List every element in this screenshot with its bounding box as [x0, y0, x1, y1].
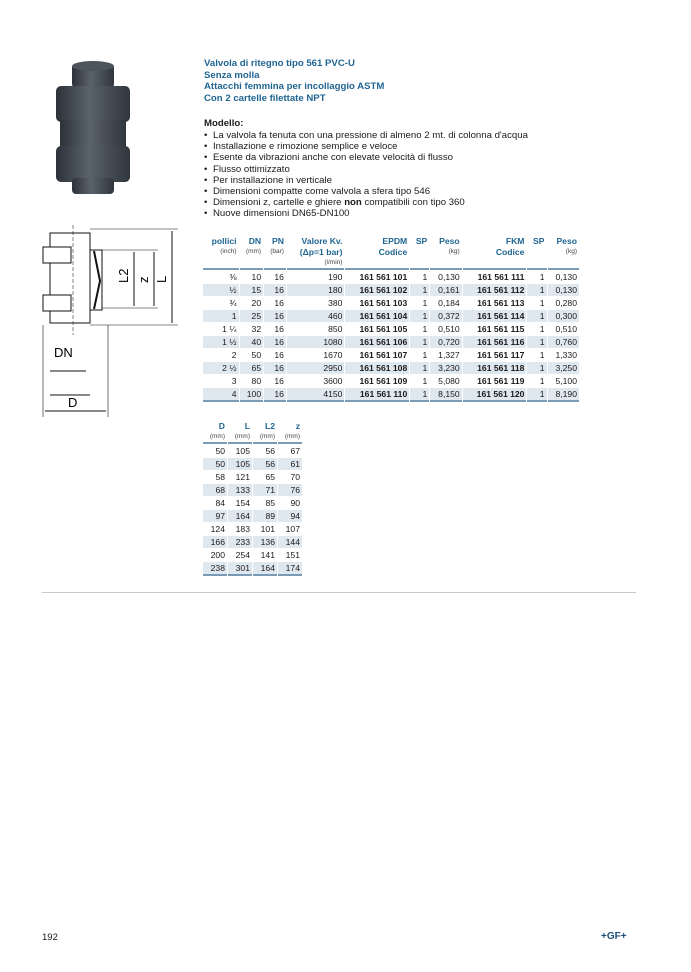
table-cell: 71 — [253, 484, 277, 496]
table-cell: 8,150 — [430, 388, 461, 402]
table-cell: 1 — [410, 362, 429, 374]
feature-text: Flusso ottimizzato — [213, 163, 290, 175]
table-cell: 16 — [264, 336, 286, 348]
table-cell: 1 ½ — [203, 336, 239, 348]
table-row — [203, 536, 302, 548]
column-header — [203, 421, 227, 444]
table-cell: 161 561 113 — [477, 298, 525, 308]
table-cell: 1,327 — [438, 350, 460, 360]
table-cell: 141 — [260, 550, 275, 560]
table-cell: 161 561 120 — [463, 388, 527, 402]
table-row — [203, 310, 579, 322]
feature-text: Dimensioni compatte come valvola a sfera tipo 546 — [213, 186, 431, 198]
column-header — [430, 236, 461, 270]
table-cell: 3600 — [323, 376, 343, 386]
table-cell: 238 — [203, 562, 227, 576]
dimension-l2-label: L2 — [116, 268, 131, 283]
table-cell: 80 — [251, 376, 262, 386]
product-table — [202, 235, 580, 403]
table-cell: 1 — [410, 310, 429, 322]
table-cell: 105 — [235, 446, 250, 456]
table-cell: 16 — [264, 310, 286, 322]
feature-item — [204, 164, 528, 175]
header-unit: (mm) — [209, 433, 225, 440]
feature-text: Esente da vibrazioni anche con elevate velocità di flusso — [213, 152, 453, 164]
table-cell: 1 — [203, 310, 239, 322]
table-cell: 68 — [203, 484, 227, 496]
table-cell: ½ — [203, 284, 239, 296]
header-row — [203, 421, 302, 444]
feature-text: Dimensioni z, cartelle e ghiere — [213, 197, 345, 209]
header-label: EPDM — [382, 236, 408, 246]
table-cell: 161 561 115 — [477, 324, 525, 334]
table-cell: 1080 — [287, 336, 345, 348]
table-cell: 65 — [265, 472, 275, 482]
table-cell: 16 — [264, 284, 286, 296]
table-cell: 61 — [278, 458, 302, 470]
table-cell: 2 ½ — [203, 362, 239, 374]
table-cell: 0,720 — [430, 336, 461, 348]
table-row — [203, 336, 579, 348]
table-row — [203, 471, 302, 483]
feature-item — [204, 141, 528, 152]
table-cell: 121 — [235, 472, 250, 482]
table-cell: 50 — [203, 458, 227, 470]
header-unit: (mm) — [234, 433, 250, 440]
table-cell: 1 — [527, 336, 546, 348]
table-cell: 1670 — [323, 350, 343, 360]
table-row — [203, 284, 579, 296]
table-cell: 1 — [410, 388, 429, 402]
table-cell: 161 561 116 — [463, 336, 527, 348]
table-cell: 161 561 105 — [359, 324, 408, 334]
table-cell: 0,130 — [438, 272, 460, 282]
valve-product-photo — [44, 58, 140, 198]
table-cell: 1 — [527, 284, 546, 296]
table-cell: 16 — [274, 350, 284, 360]
table-cell: 0,760 — [548, 336, 579, 348]
column-header — [203, 236, 239, 270]
table-cell: 8,190 — [548, 388, 579, 402]
table-cell: 97 — [203, 510, 227, 522]
modello-heading: Modello: — [204, 118, 244, 129]
table-cell: 174 — [278, 562, 302, 576]
header-unit: (l/min) — [324, 259, 343, 266]
table-cell: 70 — [290, 472, 300, 482]
table-cell: 161 561 118 — [463, 362, 527, 374]
table-row — [203, 375, 579, 387]
table-cell: 5,100 — [555, 376, 577, 386]
valve-dimension-drawing — [38, 225, 178, 425]
table-cell: 50 — [251, 350, 262, 360]
table-cell: 200 — [210, 550, 225, 560]
table-cell: 301 — [228, 562, 252, 576]
header-label: Codice — [378, 247, 408, 257]
table-row — [203, 523, 302, 535]
table-cell: 1 — [527, 362, 546, 374]
table-cell: 124 — [210, 524, 225, 534]
table-cell: 101 — [260, 524, 275, 534]
table-cell: 107 — [285, 524, 300, 534]
table-cell: 166 — [203, 536, 227, 548]
header-label: DN — [248, 236, 262, 246]
table-cell: 0,161 — [430, 284, 461, 296]
table-row — [203, 458, 302, 470]
header-label: Valore Kv. — [301, 236, 343, 246]
table-row — [203, 562, 302, 576]
table-cell: 1 — [410, 284, 429, 296]
header-label: L2 — [264, 421, 275, 431]
table-cell: 105 — [228, 458, 252, 470]
header-label: pollici — [211, 236, 237, 246]
table-cell: 161 561 106 — [345, 336, 409, 348]
table-cell: 144 — [278, 536, 302, 548]
title-line: Attacchi femmina per incollaggio ASTM — [204, 81, 385, 92]
table-cell: 40 — [240, 336, 264, 348]
table-cell: ⅜ — [229, 272, 237, 282]
table-cell: 3 — [231, 376, 237, 386]
table-cell: 164 — [253, 562, 277, 576]
table-row — [203, 497, 302, 509]
table-cell: 76 — [278, 484, 302, 496]
table-cell: 180 — [287, 284, 345, 296]
table-cell: 0,510 — [555, 324, 577, 334]
table-cell: 5,080 — [438, 376, 460, 386]
header-unit: (mm) — [245, 248, 262, 255]
table-cell: 1 ¼ — [222, 324, 237, 334]
table-cell: 84 — [215, 498, 225, 508]
table-cell: 1 — [539, 324, 545, 334]
table-cell: 1 — [422, 324, 428, 334]
table-cell: 16 — [264, 388, 286, 402]
table-cell: 1 — [422, 298, 428, 308]
table-cell: 0,130 — [555, 272, 577, 282]
header-label: SP — [533, 236, 545, 246]
table-cell: 161 561 119 — [477, 376, 525, 386]
title-line: Senza molla — [204, 69, 260, 81]
header-label: z — [295, 421, 300, 431]
table-cell: 133 — [228, 484, 252, 496]
table-cell: 85 — [265, 498, 275, 508]
column-header — [228, 421, 252, 444]
feature-emphasis: non — [344, 197, 362, 209]
table-cell: 1 — [539, 376, 545, 386]
feature-item — [204, 208, 528, 219]
table-cell: 10 — [251, 272, 262, 282]
table-cell: 16 — [274, 324, 284, 334]
column-header — [527, 236, 546, 270]
column-header — [345, 236, 409, 270]
table-cell: 67 — [290, 446, 300, 456]
table-cell: 15 — [240, 284, 264, 296]
table-cell: 190 — [328, 272, 343, 282]
feature-text: La valvola fa tenuta con una pressione di almeno 2 mt. di colonna d'acqua — [213, 130, 528, 141]
table-cell: 136 — [253, 536, 277, 548]
header-label: Codice — [495, 247, 525, 257]
feature-text: Nuove dimensioni DN65-DN100 — [213, 208, 350, 220]
header-unit: (kg) — [448, 248, 460, 255]
table-cell: 2 — [231, 350, 237, 360]
table-cell: 16 — [274, 298, 284, 308]
feature-text: compatibili con tipo 360 — [361, 197, 465, 209]
header-label: D — [218, 421, 225, 431]
table-cell: 161 561 117 — [477, 350, 525, 360]
table-cell: 1 — [527, 310, 546, 322]
column-header — [463, 236, 527, 270]
table-cell: 161 561 101 — [359, 272, 408, 282]
table-cell: 183 — [235, 524, 250, 534]
table-cell: 16 — [274, 376, 284, 386]
table-cell: 1 — [422, 272, 428, 282]
table-cell: 0,280 — [555, 298, 577, 308]
feature-text: Installazione e rimozione semplice e veloce — [213, 141, 398, 153]
table-cell: 161 561 107 — [359, 350, 408, 360]
column-header — [240, 236, 264, 270]
divider — [42, 592, 636, 593]
header-label: FKM — [505, 236, 525, 246]
dimension-dn-label: DN — [54, 345, 73, 360]
header-label: (Δp=1 bar) — [299, 247, 343, 257]
table-cell: 4150 — [287, 388, 345, 402]
table-cell: 1 — [410, 336, 429, 348]
product-title — [204, 58, 384, 104]
header-label: Peso — [556, 236, 577, 246]
feature-item — [204, 197, 528, 208]
title-line: Valvola di ritegno tipo 561 PVC-U — [204, 58, 355, 69]
table-cell: 56 — [265, 446, 275, 456]
column-header — [548, 236, 579, 270]
table-cell: 90 — [290, 498, 300, 508]
table-cell: 161 561 114 — [463, 310, 527, 322]
table-cell: 32 — [251, 324, 262, 334]
table-cell: 20 — [251, 298, 262, 308]
header-row — [203, 236, 579, 270]
table-cell: 1 — [422, 376, 428, 386]
header-unit: (inch) — [220, 248, 237, 255]
table-cell: 4 — [203, 388, 239, 402]
table-row — [203, 484, 302, 496]
page-number: 192 — [42, 932, 58, 943]
column-header — [278, 421, 302, 444]
table-cell: 161 561 111 — [477, 272, 525, 282]
table-cell: 1,330 — [555, 350, 577, 360]
column-header — [253, 421, 277, 444]
column-header — [264, 236, 286, 270]
feature-item — [204, 175, 528, 186]
table-row — [203, 510, 302, 522]
table-cell: 0,184 — [438, 298, 460, 308]
table-cell: 56 — [253, 458, 277, 470]
table-cell: 50 — [215, 446, 225, 456]
table-cell: 0,510 — [438, 324, 460, 334]
table-cell: 25 — [240, 310, 264, 322]
table-cell: 161 561 102 — [345, 284, 409, 296]
table-row — [203, 362, 579, 374]
table-cell: 0,300 — [548, 310, 579, 322]
table-cell: 89 — [253, 510, 277, 522]
header-unit: (kg) — [565, 248, 577, 255]
table-cell: 161 561 109 — [359, 376, 408, 386]
header-unit: (mm) — [284, 433, 300, 440]
dimension-d-label: D — [68, 395, 78, 410]
column-header — [410, 236, 429, 270]
dimensions-table — [202, 420, 303, 577]
table-cell: 161 561 104 — [345, 310, 409, 322]
header-unit: (mm) — [259, 433, 275, 440]
title-line: Con 2 cartelle filettate NPT — [204, 92, 326, 104]
table-cell: 380 — [328, 298, 343, 308]
table-row — [203, 271, 579, 283]
table-cell: 161 561 108 — [345, 362, 409, 374]
table-row — [203, 323, 579, 335]
table-cell: 161 561 110 — [345, 388, 409, 402]
feature-item — [204, 130, 528, 141]
table-cell: 0,372 — [430, 310, 461, 322]
table-cell: 16 — [274, 272, 284, 282]
column-header — [287, 236, 345, 270]
table-row — [203, 445, 302, 457]
table-cell: 161 561 112 — [463, 284, 527, 296]
table-cell: 1 — [539, 350, 545, 360]
table-cell: 154 — [235, 498, 250, 508]
table-cell: 1 — [422, 350, 428, 360]
dimension-z-label: z — [136, 276, 151, 283]
feature-item — [204, 186, 528, 197]
table-row — [203, 297, 579, 309]
table-cell: 161 561 103 — [359, 298, 408, 308]
table-cell: 164 — [228, 510, 252, 522]
feature-text: Per installazione in verticale — [213, 174, 332, 186]
table-cell: 3,230 — [430, 362, 461, 374]
table-row — [203, 549, 302, 561]
table-row — [203, 349, 579, 361]
table-cell: 100 — [240, 388, 264, 402]
header-label: SP — [415, 236, 428, 246]
table-cell: 1 — [539, 298, 545, 308]
feature-item — [204, 152, 528, 163]
table-cell: 850 — [328, 324, 343, 334]
header-unit: (bar) — [270, 248, 284, 255]
feature-list — [204, 130, 528, 220]
table-cell: 151 — [285, 550, 300, 560]
table-cell: 1 — [539, 272, 545, 282]
table-cell: ¾ — [229, 298, 237, 308]
header-label: L — [244, 421, 250, 431]
table-cell: 16 — [264, 362, 286, 374]
table-cell: 65 — [240, 362, 264, 374]
table-cell: 2950 — [287, 362, 345, 374]
table-cell: 460 — [287, 310, 345, 322]
header-label: Peso — [439, 236, 460, 246]
table-row — [203, 388, 579, 402]
dimension-l-label: L — [154, 275, 169, 283]
header-label: PN — [271, 236, 284, 246]
table-cell: 3,250 — [548, 362, 579, 374]
table-cell: 58 — [215, 472, 225, 482]
table-cell: 1 — [527, 388, 546, 402]
table-cell: 254 — [235, 550, 250, 560]
gf-logo: +GF+ — [601, 931, 627, 942]
table-cell: 0,130 — [548, 284, 579, 296]
table-cell: 233 — [228, 536, 252, 548]
table-cell: 94 — [278, 510, 302, 522]
